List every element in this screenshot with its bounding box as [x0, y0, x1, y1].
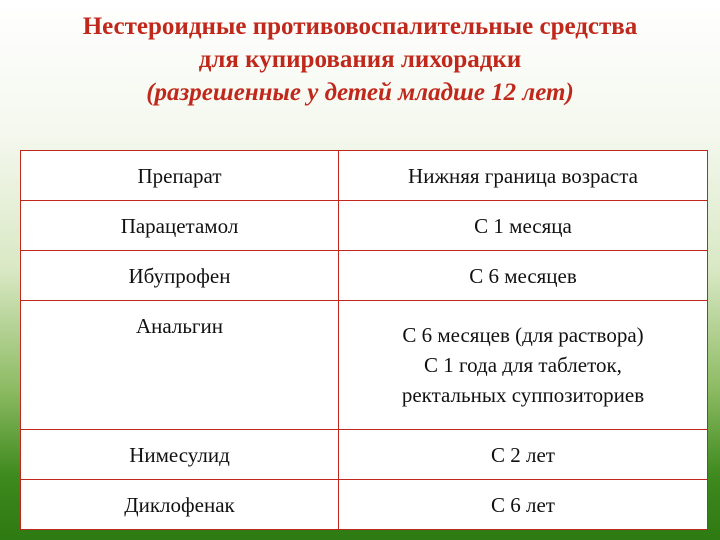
age-cell: С 6 месяцев [339, 251, 708, 301]
table-row [21, 201, 708, 251]
table-row [21, 480, 708, 530]
age-cell [339, 301, 708, 430]
drug-age-table [20, 150, 708, 530]
header-drug: Препарат [21, 151, 339, 201]
drug-cell: Диклофенак [21, 480, 339, 530]
title-line-2: для купирования лихорадки [198, 46, 522, 73]
age-cell: С 6 лет [339, 480, 708, 530]
title-line-3: (разрешенные у детей младше 12 лет) [146, 79, 574, 106]
title-line-1: Нестероидные противовоспалительные средства [82, 13, 638, 40]
table-header-row [21, 151, 708, 201]
age-line: С 1 года для таблеток, [424, 353, 622, 377]
age-cell: С 2 лет [339, 430, 708, 480]
age-line: С 6 месяцев (для раствора) [402, 323, 644, 347]
age-cell: С 1 месяца [339, 201, 708, 251]
drug-cell: Ибупрофен [21, 251, 339, 301]
slide-title [0, 10, 720, 109]
age-line: ректальных суппозиториев [401, 383, 645, 407]
table-row [21, 430, 708, 480]
header-age: Нижняя граница возраста [339, 151, 708, 201]
table-row [21, 301, 708, 430]
table-row [21, 251, 708, 301]
drug-cell: Нимесулид [21, 430, 339, 480]
drug-cell: Анальгин [21, 301, 339, 430]
drug-cell: Парацетамол [21, 201, 339, 251]
